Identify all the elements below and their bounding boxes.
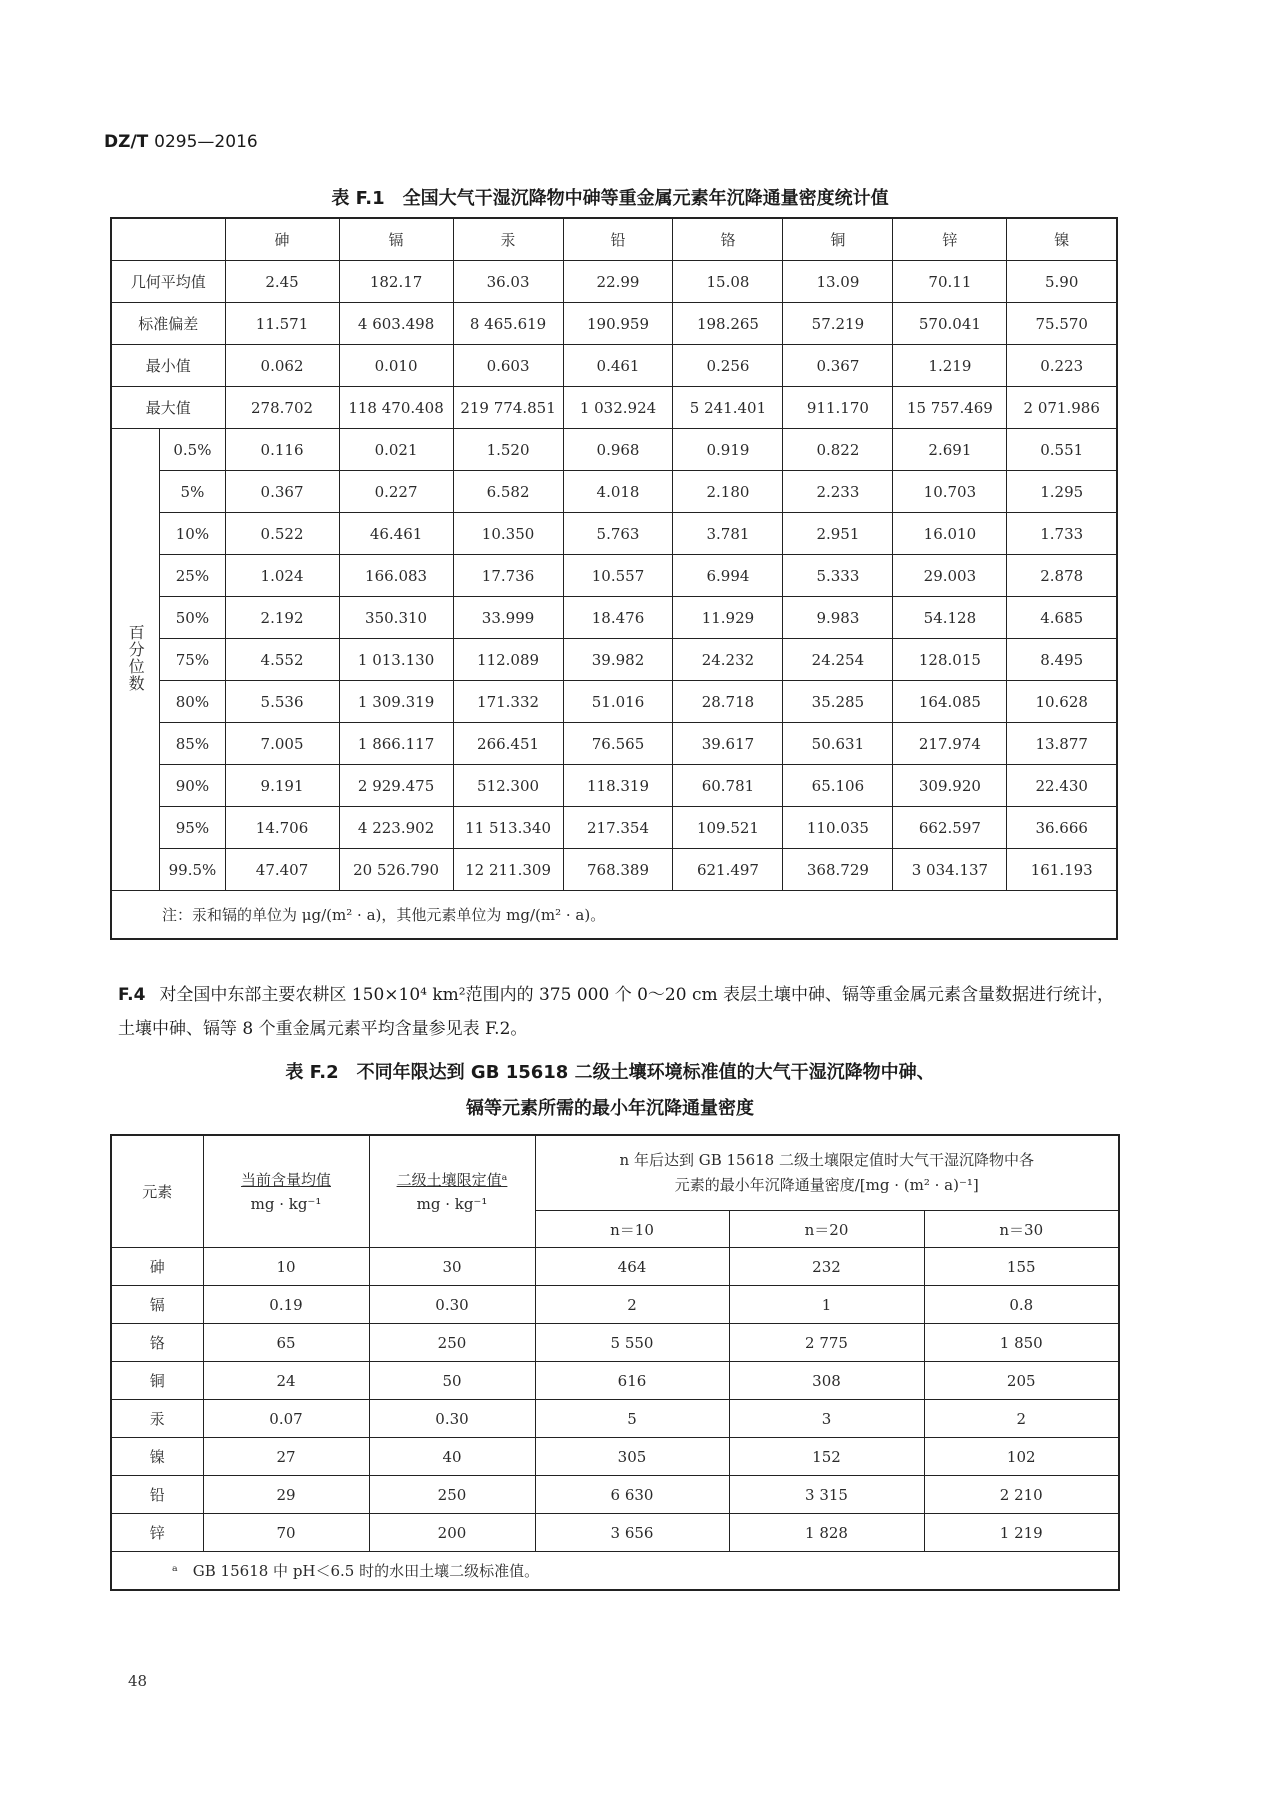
table1-cell: 8 465.619 — [453, 303, 563, 345]
table1-column-header: 砷 — [225, 218, 339, 261]
table1-cell: 24.254 — [783, 639, 893, 681]
table2-cell-n30: 155 — [924, 1248, 1119, 1286]
table2-header-limit-label: 二级土壤限定值ᵃ — [396, 1170, 508, 1189]
table1-cell: 2.691 — [893, 429, 1007, 471]
table1-cell: 1 866.117 — [339, 723, 453, 765]
table1-cell: 60.781 — [673, 765, 783, 807]
table1-cell: 6.582 — [453, 471, 563, 513]
table1-corner-cell — [111, 218, 225, 261]
table2-header-flux-line2: 元素的最小年沉降通量密度/[mg · (m² · a)⁻¹] — [674, 1176, 979, 1194]
table2-header-current-unit: mg · kg⁻¹ — [250, 1194, 322, 1213]
table1-cell: 2.45 — [225, 261, 339, 303]
table1-cell: 182.17 — [339, 261, 453, 303]
table2-cell-current: 0.19 — [203, 1286, 369, 1324]
table1-stat-row — [111, 261, 1117, 303]
table2-row — [111, 1286, 1119, 1324]
table1-cell: 0.010 — [339, 345, 453, 387]
table1-cell: 10.557 — [563, 555, 673, 597]
table1-cell: 278.702 — [225, 387, 339, 429]
table1-cell: 171.332 — [453, 681, 563, 723]
table1-percentile-row — [111, 723, 1117, 765]
table1-cell: 768.389 — [563, 849, 673, 891]
table1-cell: 309.920 — [893, 765, 1007, 807]
table2-cell-limit: 0.30 — [369, 1400, 535, 1438]
table1-percentile-label: 5% — [160, 471, 225, 513]
table2-cell-limit: 200 — [369, 1514, 535, 1552]
table1-cell: 190.959 — [563, 303, 673, 345]
table1-cell: 10.703 — [893, 471, 1007, 513]
table1-cell: 4 223.902 — [339, 807, 453, 849]
table1-cell: 4 603.498 — [339, 303, 453, 345]
table1-percentile-row — [111, 765, 1117, 807]
paragraph-f4 — [118, 978, 1118, 1046]
table1-row-label: 最小值 — [111, 345, 225, 387]
table1-percentile-label: 99.5% — [160, 849, 225, 891]
table1-column-header: 铅 — [563, 218, 673, 261]
table1-cell: 15.08 — [673, 261, 783, 303]
table1-cell: 75.570 — [1007, 303, 1117, 345]
table1-cell: 5.333 — [783, 555, 893, 597]
table1-note-row — [111, 891, 1117, 940]
table2-cell-n20: 1 — [729, 1286, 924, 1324]
table2-cell-element: 砷 — [111, 1248, 203, 1286]
table1-percentile-label: 0.5% — [160, 429, 225, 471]
table1-cell: 164.085 — [893, 681, 1007, 723]
table2-cell-n10: 6 630 — [535, 1476, 729, 1514]
table2-cell-limit: 30 — [369, 1248, 535, 1286]
table1-cell: 219 774.851 — [453, 387, 563, 429]
table1-cell: 8.495 — [1007, 639, 1117, 681]
table2-header-flux — [535, 1135, 1119, 1211]
table2-cell-limit: 250 — [369, 1324, 535, 1362]
table1-cell: 198.265 — [673, 303, 783, 345]
table1-cell: 112.089 — [453, 639, 563, 681]
table2-cell-n20: 232 — [729, 1248, 924, 1286]
table1 — [110, 217, 1118, 940]
table1-cell: 2.180 — [673, 471, 783, 513]
table2-row — [111, 1438, 1119, 1476]
table1-row-label: 几何平均值 — [111, 261, 225, 303]
table1-header-row — [111, 218, 1117, 261]
table1-cell: 5.763 — [563, 513, 673, 555]
table1-cell: 3.781 — [673, 513, 783, 555]
table2-cell-current: 29 — [203, 1476, 369, 1514]
table2-cell-element: 镍 — [111, 1438, 203, 1476]
document-code-prefix: DZ/T — [104, 132, 149, 152]
table1-cell: 0.551 — [1007, 429, 1117, 471]
table2-cell-element: 镉 — [111, 1286, 203, 1324]
table1-cell: 17.736 — [453, 555, 563, 597]
table1-cell: 15 757.469 — [893, 387, 1007, 429]
table1-cell: 128.015 — [893, 639, 1007, 681]
table2-cell-limit: 50 — [369, 1362, 535, 1400]
table1-cell: 22.430 — [1007, 765, 1117, 807]
table2-caption-line1: 表 F.2 不同年限达到 GB 15618 二级土壤环境标准值的大气干湿沉降物中砷、 — [285, 1062, 935, 1083]
table1-cell: 5.90 — [1007, 261, 1117, 303]
table1-cell: 0.919 — [673, 429, 783, 471]
table2-footnote: ᵃ GB 15618 中 pH＜6.5 时的水田土壤二级标准值。 — [111, 1552, 1119, 1591]
table2-header-limit-unit: mg · kg⁻¹ — [416, 1194, 488, 1213]
table1-cell: 11.571 — [225, 303, 339, 345]
table1-percentile-label: 75% — [160, 639, 225, 681]
table2-row — [111, 1324, 1119, 1362]
table2 — [110, 1134, 1120, 1591]
table1-percentile-row — [111, 639, 1117, 681]
table1-cell: 9.191 — [225, 765, 339, 807]
table1-cell: 29.003 — [893, 555, 1007, 597]
table2-cell-n20: 3 315 — [729, 1476, 924, 1514]
table1-cell: 110.035 — [783, 807, 893, 849]
table1-cell: 39.617 — [673, 723, 783, 765]
table1-percentile-group-text: 百分位数 — [126, 623, 146, 692]
table1-percentile-row — [111, 597, 1117, 639]
table1-cell: 0.062 — [225, 345, 339, 387]
table2-cell-n20: 2 775 — [729, 1324, 924, 1362]
table1-cell: 18.476 — [563, 597, 673, 639]
document-code — [104, 132, 258, 152]
table1-cell: 0.227 — [339, 471, 453, 513]
table1-cell: 28.718 — [673, 681, 783, 723]
table1-cell: 20 526.790 — [339, 849, 453, 891]
table1-cell: 266.451 — [453, 723, 563, 765]
table1-cell: 39.982 — [563, 639, 673, 681]
table1-cell: 662.597 — [893, 807, 1007, 849]
table1-cell: 50.631 — [783, 723, 893, 765]
table1-cell: 3 034.137 — [893, 849, 1007, 891]
table1-cell: 118.319 — [563, 765, 673, 807]
table1-cell: 54.128 — [893, 597, 1007, 639]
table1-cell: 33.999 — [453, 597, 563, 639]
table1-cell: 2 929.475 — [339, 765, 453, 807]
table2-cell-element: 铬 — [111, 1324, 203, 1362]
table2-cell-current: 10 — [203, 1248, 369, 1286]
table1-cell: 6.994 — [673, 555, 783, 597]
table1-row-label: 最大值 — [111, 387, 225, 429]
table1-cell: 0.116 — [225, 429, 339, 471]
table1-cell: 0.223 — [1007, 345, 1117, 387]
table1-percentile-row — [111, 429, 1117, 471]
table1-percentile-label: 80% — [160, 681, 225, 723]
table1-cell: 4.552 — [225, 639, 339, 681]
table2-row — [111, 1248, 1119, 1286]
table1-cell: 70.11 — [893, 261, 1007, 303]
table2-cell-element: 铅 — [111, 1476, 203, 1514]
table2-row — [111, 1514, 1119, 1552]
table1-cell: 2 071.986 — [1007, 387, 1117, 429]
table2-caption-line2: 镉等元素所需的最小年沉降通量密度 — [466, 1098, 754, 1119]
table1-cell: 1 309.319 — [339, 681, 453, 723]
table1-cell: 36.666 — [1007, 807, 1117, 849]
table1-cell: 1 013.130 — [339, 639, 453, 681]
table1-cell: 24.232 — [673, 639, 783, 681]
table1-cell: 2.951 — [783, 513, 893, 555]
table2-cell-n20: 1 828 — [729, 1514, 924, 1552]
table2-cell-element: 铜 — [111, 1362, 203, 1400]
table1-stat-row — [111, 303, 1117, 345]
table1-cell: 46.461 — [339, 513, 453, 555]
table1-cell: 621.497 — [673, 849, 783, 891]
table1-column-header: 铬 — [673, 218, 783, 261]
table2-subheader-n20: n＝20 — [729, 1211, 924, 1248]
table1-caption: 表 F.1 全国大气干湿沉降物中砷等重金属元素年沉降通量密度统计值 — [331, 188, 889, 209]
table2-cell-limit: 40 — [369, 1438, 535, 1476]
paragraph-label: F.4 — [118, 985, 146, 1005]
table2-cell-n10: 5 550 — [535, 1324, 729, 1362]
table1-cell: 0.367 — [783, 345, 893, 387]
table2-cell-n10: 464 — [535, 1248, 729, 1286]
table1-cell: 12 211.309 — [453, 849, 563, 891]
table1-cell: 911.170 — [783, 387, 893, 429]
table1-cell: 76.565 — [563, 723, 673, 765]
table1-cell: 368.729 — [783, 849, 893, 891]
table2-cell-n10: 616 — [535, 1362, 729, 1400]
table1-cell: 1.219 — [893, 345, 1007, 387]
table2-cell-element: 锌 — [111, 1514, 203, 1552]
table1-cell: 0.968 — [563, 429, 673, 471]
table2-cell-n20: 308 — [729, 1362, 924, 1400]
table1-cell: 161.193 — [1007, 849, 1117, 891]
table1-cell: 1 032.924 — [563, 387, 673, 429]
table1-cell: 22.99 — [563, 261, 673, 303]
table2-row — [111, 1400, 1119, 1438]
table1-cell: 10.350 — [453, 513, 563, 555]
table1-cell: 350.310 — [339, 597, 453, 639]
table1-cell: 166.083 — [339, 555, 453, 597]
table2-header-current — [203, 1135, 369, 1248]
table1-cell: 0.367 — [225, 471, 339, 513]
table1-cell: 0.822 — [783, 429, 893, 471]
table2-cell-n20: 152 — [729, 1438, 924, 1476]
table2-cell-n10: 5 — [535, 1400, 729, 1438]
table1-percentile-row — [111, 471, 1117, 513]
table2-cell-current: 24 — [203, 1362, 369, 1400]
table2-header-flux-line1: n 年后达到 GB 15618 二级土壤限定值时大气干湿沉降物中各 — [619, 1150, 1034, 1169]
table1-cell: 109.521 — [673, 807, 783, 849]
table1-column-header: 锌 — [893, 218, 1007, 261]
table1-percentile-label: 85% — [160, 723, 225, 765]
table2-cell-n30: 1 219 — [924, 1514, 1119, 1552]
table1-cell: 1.520 — [453, 429, 563, 471]
table1-column-header: 镍 — [1007, 218, 1117, 261]
table1-percentile-label: 10% — [160, 513, 225, 555]
table1-cell: 9.983 — [783, 597, 893, 639]
table1-stat-row — [111, 345, 1117, 387]
table1-cell: 10.628 — [1007, 681, 1117, 723]
table2-cell-n10: 3 656 — [535, 1514, 729, 1552]
table2-cell-current: 0.07 — [203, 1400, 369, 1438]
table2-footnote-row — [111, 1552, 1119, 1591]
table2-cell-n30: 102 — [924, 1438, 1119, 1476]
table1-percentile-label: 25% — [160, 555, 225, 597]
table1-cell: 1.024 — [225, 555, 339, 597]
table1-cell: 57.219 — [783, 303, 893, 345]
table1-cell: 35.285 — [783, 681, 893, 723]
table1-cell: 1.295 — [1007, 471, 1117, 513]
table1-cell: 0.603 — [453, 345, 563, 387]
table2-cell-limit: 250 — [369, 1476, 535, 1514]
table1-cell: 217.974 — [893, 723, 1007, 765]
table1-cell: 11 513.340 — [453, 807, 563, 849]
table2-cell-n30: 0.8 — [924, 1286, 1119, 1324]
table1-column-header: 汞 — [453, 218, 563, 261]
table1-cell: 5.536 — [225, 681, 339, 723]
table2-cell-n30: 1 850 — [924, 1324, 1119, 1362]
table1-percentile-row — [111, 681, 1117, 723]
table1-cell: 4.685 — [1007, 597, 1117, 639]
table1-cell: 570.041 — [893, 303, 1007, 345]
table2-cell-n30: 2 — [924, 1400, 1119, 1438]
table1-percentile-row — [111, 513, 1117, 555]
table1-cell: 47.407 — [225, 849, 339, 891]
table2-cell-n30: 2 210 — [924, 1476, 1119, 1514]
table1-stat-row — [111, 387, 1117, 429]
table1-cell: 0.021 — [339, 429, 453, 471]
table1-cell: 512.300 — [453, 765, 563, 807]
table1-percentile-label: 90% — [160, 765, 225, 807]
table2-cell-current: 70 — [203, 1514, 369, 1552]
table2-header-element: 元素 — [111, 1135, 203, 1248]
table2-row — [111, 1362, 1119, 1400]
table1-cell: 217.354 — [563, 807, 673, 849]
table2-subheader-n10: n＝10 — [535, 1211, 729, 1248]
table1-cell: 1.733 — [1007, 513, 1117, 555]
table1-percentile-label: 50% — [160, 597, 225, 639]
table1-percentile-group-label — [111, 429, 160, 891]
table1-cell: 0.256 — [673, 345, 783, 387]
table1-cell: 2.878 — [1007, 555, 1117, 597]
table1-cell: 11.929 — [673, 597, 783, 639]
table2-cell-n30: 205 — [924, 1362, 1119, 1400]
table1-note: 注：汞和镉的单位为 μg/(m² · a)，其他元素单位为 mg/(m² · a)。 — [111, 891, 1117, 940]
table1-cell: 2.192 — [225, 597, 339, 639]
table2-cell-current: 27 — [203, 1438, 369, 1476]
table1-cell: 36.03 — [453, 261, 563, 303]
table2-cell-n20: 3 — [729, 1400, 924, 1438]
table1-percentile-row — [111, 849, 1117, 891]
table1-cell: 7.005 — [225, 723, 339, 765]
table1-cell: 118 470.408 — [339, 387, 453, 429]
table1-row-label: 标准偏差 — [111, 303, 225, 345]
table1-cell: 2.233 — [783, 471, 893, 513]
page-number: 48 — [128, 1672, 148, 1690]
table2-cell-limit: 0.30 — [369, 1286, 535, 1324]
table2-header-current-label: 当前含量均值 — [240, 1170, 331, 1189]
document-code-number: 0295—2016 — [154, 132, 258, 152]
paragraph-text: 对全国中东部主要农耕区 150×10⁴ km²范围内的 375 000 个 0～20 cm 表层土壤中砷、镉等重金属元素含量数据进行统计，土壤中砷、镉等 8 个重金属元素平均含量参见表 F.2。 — [118, 985, 1114, 1039]
table2-cell-element: 汞 — [111, 1400, 203, 1438]
table1-cell: 13.877 — [1007, 723, 1117, 765]
table1-cell: 5 241.401 — [673, 387, 783, 429]
table2-cell-n10: 305 — [535, 1438, 729, 1476]
table2-header-row — [111, 1135, 1119, 1211]
table1-cell: 65.106 — [783, 765, 893, 807]
table1-cell: 4.018 — [563, 471, 673, 513]
table1-cell: 0.522 — [225, 513, 339, 555]
table1-column-header: 镉 — [339, 218, 453, 261]
table2-row — [111, 1476, 1119, 1514]
table2-cell-n10: 2 — [535, 1286, 729, 1324]
table1-cell: 14.706 — [225, 807, 339, 849]
table1-percentile-row — [111, 807, 1117, 849]
table1-cell: 51.016 — [563, 681, 673, 723]
table1-cell: 13.09 — [783, 261, 893, 303]
table1-percentile-row — [111, 555, 1117, 597]
table1-column-header: 铜 — [783, 218, 893, 261]
table1-percentile-label: 95% — [160, 807, 225, 849]
table2-subheader-n30: n＝30 — [924, 1211, 1119, 1248]
table2-header-limit — [369, 1135, 535, 1248]
table1-cell: 16.010 — [893, 513, 1007, 555]
table2-cell-current: 65 — [203, 1324, 369, 1362]
table1-cell: 0.461 — [563, 345, 673, 387]
